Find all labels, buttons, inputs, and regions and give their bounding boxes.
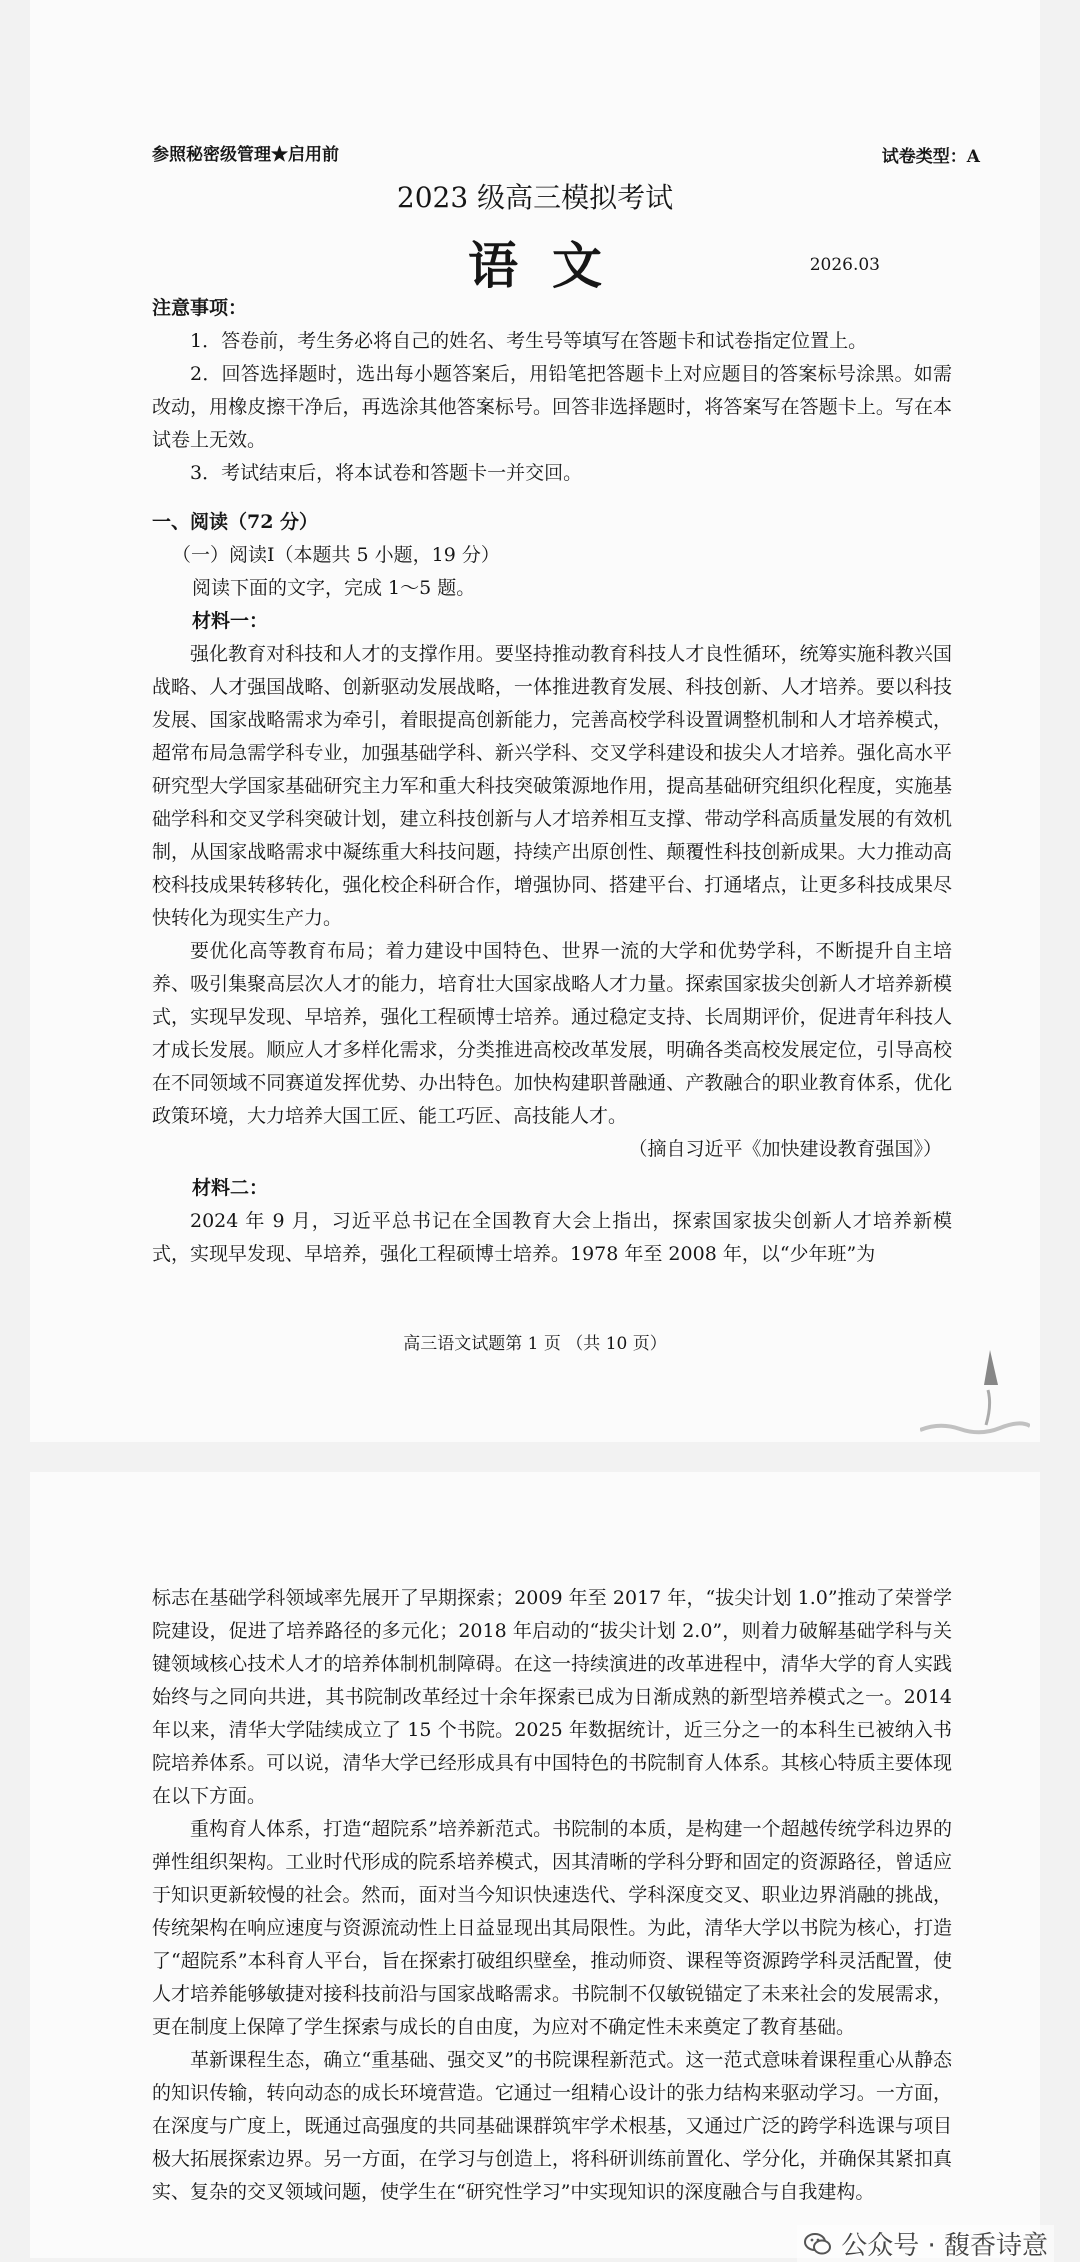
- exam-title: 2023 级高三模拟考试: [396, 181, 674, 214]
- reading-instruction: 阅读下面的文字，完成 1～5 题。: [192, 577, 476, 599]
- section-heading: 一、阅读（72 分）: [152, 511, 319, 533]
- subject-title: 语文: [468, 236, 636, 295]
- notice-heading: 注意事项：: [152, 297, 248, 319]
- material1-label: 材料一：: [192, 610, 269, 632]
- page-footer: 高三语文试题第 1 页 （共 10 页）: [403, 1334, 667, 1354]
- material2-label: 材料二：: [192, 1177, 269, 1199]
- wechat-watermark: [797, 2225, 1054, 2262]
- material1-paragraph: 强化教育对科技和人才的支撑作用。要坚持推动教育科技人才良性循环，统筹实施科教兴国战略、人才强国战略、创新驱动发展战略，一体推进教育发展、科技创新、人才培养。要以科技发展、国家战略需求为牵引，着眼提高创新能力，完善高校学科设置调整机制和人才培养模式，超常布局急需学科专业，加强基础学科、新兴学科、交叉学科建设和拔尖人才培养。强化高水平研究型大学国家基础研究主力军和重大科技突破策源地作用，提高基础研究组织化程度，实施基础学科和交叉学科突破计划，建立科技创新与人才培养相互支撑、带动学科高质量发展的有效机制，从国家战略需求中凝练重大科技问题，持续产出原创性、颠覆性科技创新成果。大力推动高校科技成果转移转化，强化校企科研合作，增强协同、搭建平台、打通堵点，让更多科技成果尽快转化为现实生产力。: [152, 643, 952, 929]
- notice-item: 2．回答选择题时，选出每小题答案后，用铅笔把答题卡上对应题目的答案标号涂黑。如需改动，用橡皮擦干净后，再选涂其他答案标号。回答非选择题时，将答案写在答题卡上。写在本试卷上无效。: [152, 363, 952, 451]
- notice-item: 1．答卷前，考生务必将自己的姓名、考生号等填写在答题卡和试卷指定位置上。: [190, 330, 868, 352]
- page2-body: [152, 1582, 952, 2209]
- scan-edge-icon: [920, 1420, 1030, 1436]
- paper-type: 试卷类型：A: [881, 147, 980, 167]
- secret-label: 参照秘密级管理★启用前: [152, 145, 339, 165]
- exam-page-2: [30, 1472, 1040, 2258]
- material2-paragraph: 重构育人体系，打造“超院系”培养新范式。书院制的本质，是构建一个超越传统学科边界的弹性组织架构。工业时代形成的院系培养模式，因其清晰的学科分野和固定的资源路径，曾适应于知识更新较慢的社会。然而，面对当今知识快速迭代、学科深度交叉、职业边界消融的挑战，传统架构在响应速度与资源流动性上日益显现出其局限性。为此，清华大学以书院为核心，打造了“超院系”本科育人平台，旨在探索打破组织壁垒，推动师资、课程等资源跨学科灵活配置，使人才培养能够敏捷对接科技前沿与国家战略需求。书院制不仅敏锐锚定了未来社会的发展需求，更在制度上保障了学生探索与成长的自由度，为应对不确定性未来奠定了教育基础。: [152, 1818, 952, 2038]
- exam-date: 2026.03: [809, 255, 880, 275]
- continuation-paragraph: 标志在基础学科领域率先展开了早期探索；2009 年至 2017 年，“拔尖计划 1.0”推动了荣誉学院建设，促进了培养路径的多元化；2018 年启动的“拔尖计划 2.0”，则着力破解基础学科与关键领域核心技术人才的培养体制机制障碍。在这一持续演进的改革进程中，清华大学的育人实践始终与之同向共进，其书院制改革经过十余年探索已成为日渐成熟的新型培养模式之一。2014 年以来，清华大学陆续成立了 15 个书院。2025 年数据统计，近三分之一的本科生已被纳入书院培养体系。可以说，清华大学已经形成具有中国特色的书院制育人体系。其核心特质主要体现在以下方面。: [152, 1587, 952, 1807]
- page1-body: [152, 292, 952, 1271]
- material2-paragraph: 革新课程生态，确立“重基础、强交叉”的书院课程新范式。这一范式意味着课程重心从静态的知识传输，转向动态的成长环境营造。它通过一组精心设计的张力结构来驱动学习。一方面，在深度与广度上，既通过高强度的共同基础课群筑牢学术根基，又通过广泛的跨学科选课与项目极大拓展探索边界。另一方面，在学习与创造上，将科研训练前置化、学分化，并确保其紧扣真实、复杂的交叉领域问题，使学生在“研究性学习”中实现知识的深度融合与自我建构。: [152, 2049, 952, 2203]
- material2-paragraph: 2024 年 9 月，习近平总书记在全国教育大会上指出，探索国家拔尖创新人才培养新模式，实现早发现、早培养，强化工程硕博士培养。1978 年至 2008 年，以“少年班”为: [152, 1210, 952, 1265]
- watermark-text: 公众号 · 馥香诗意: [841, 2231, 1048, 2261]
- reading-heading: （一）阅读Ⅰ（本题共 5 小题，19 分）: [172, 544, 500, 566]
- wechat-icon: [803, 2229, 833, 2259]
- notice-item: 3．考试结束后，将本试卷和答题卡一并交回。: [190, 462, 583, 484]
- exam-page-1: [30, 0, 1040, 1442]
- material1-source: （摘自习近平《加快建设教育强国》）: [628, 1138, 942, 1160]
- material1-paragraph: 要优化高等教育布局；着力建设中国特色、世界一流的大学和优势学科，不断提升自主培养、吸引集聚高层次人才的能力，培育壮大国家战略人才力量。探索国家拔尖创新人才培养新模式，实现早发现、早培养，强化工程硕博士培养。通过稳定支持、长周期评价，促进青年科技人才成长发展。顺应人才多样化需求，分类推进高校改革发展，明确各类高校发展定位，引导高校在不同领域不同赛道发挥优势、办出特色。加快构建职普融通、产教融合的职业教育体系，优化政策环境，大力培养大国工匠、能工巧匠、高技能人才。: [152, 940, 952, 1127]
